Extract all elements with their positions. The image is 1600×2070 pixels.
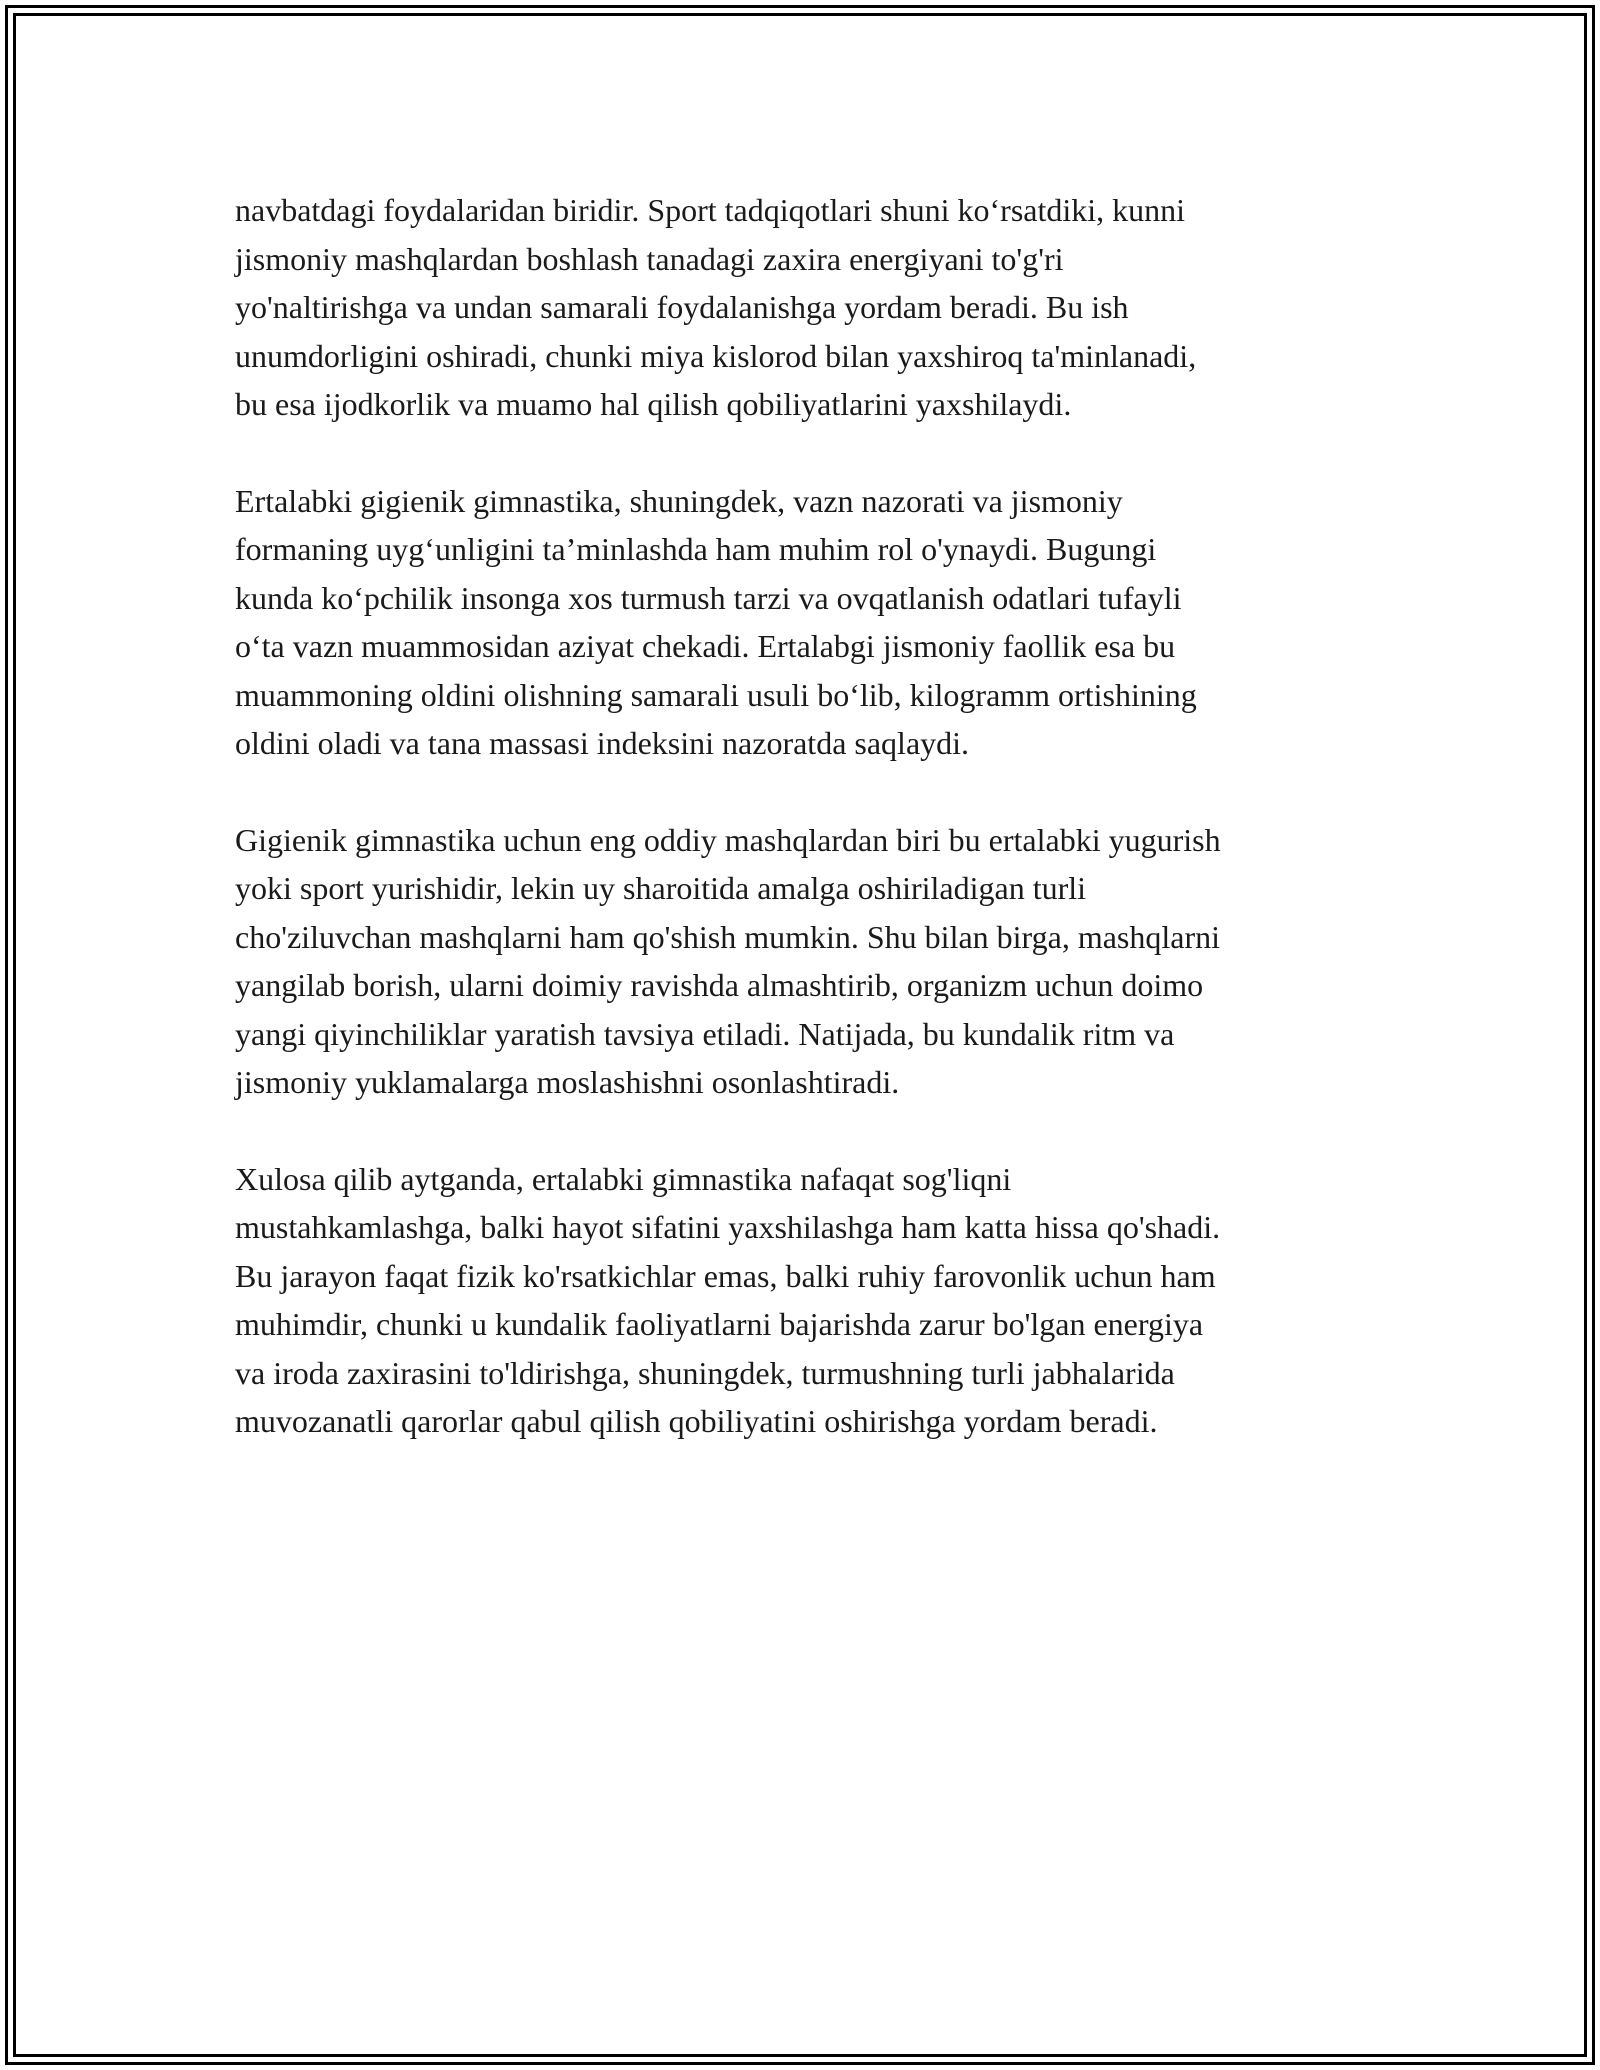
document-body	[235, 186, 1385, 1494]
paragraph-1: navbatdagi foydalaridan biridir. Sport tadqiqotlari shuni ko‘rsatdiki, kunni jismoniy mashqlardan boshlash tanadagi zaxira energiyani to'g'ri yo'naltirishga va undan samarali foydalanishga yordam beradi. Bu ish unumdorligini oshiradi, chunki miya kislorod bilan yaxshiroq ta'minlanadi, bu esa ijodkorlik va muamo hal qilish qobiliyatlarini yaxshilaydi.	[235, 192, 1197, 422]
paragraph-2: Ertalabki gigienik gimnastika, shuningdek, vazn nazorati va jismoniy formaning uyg‘unligini ta’minlashda ham muhim rol o'ynaydi. Bugungi kunda ko‘pchilik insonga xos turmush tarzi va ovqatlanish odatlari tufayli o‘ta vazn muammosidan aziyat chekadi. Ertalabgi jismoniy faollik esa bu muammoning oldini olishning samarali usuli bo‘lib, kilogramm ortishining oldini oladi va tana massasi indeksini nazoratda saqlaydi.	[235, 482, 1197, 761]
paragraph-4: Xulosa qilib aytganda, ertalabki gimnastika nafaqat sog'liqni mustahkamlashga, balki hayot sifatini yaxshilashga ham katta hissa qo'shadi. Bu jarayon faqat fizik ko'rsatkichlar emas, balki ruhiy farovonlik uchun ham muhimdir, chunki u kundalik faoliyatlarni bajarishda zarur bo'lgan energiya va iroda zaxirasini to'ldirishga, shuningdek, turmushning turli jabhalarida muvozanatli qarorlar qabul qilish qobiliyatini oshirishga yordam beradi.	[235, 1160, 1221, 1439]
paragraph-3: Gigienik gimnastika uchun eng oddiy mashqlardan biri bu ertalabki yugurish yoki sport yurishidir, lekin uy sharoitida amalga oshiriladigan turli cho'ziluvchan mashqlarni ham qo'shish mumkin. Shu bilan birga, mashqlarni yangilab borish, ularni doimiy ravishda almashtirib, organizm uchun doimo yangi qiyinchiliklar yaratish tavsiya etiladi. Natijada, bu kundalik ritm va jismoniy yuklamalarga moslashishni osonlashtiradi.	[235, 821, 1221, 1100]
